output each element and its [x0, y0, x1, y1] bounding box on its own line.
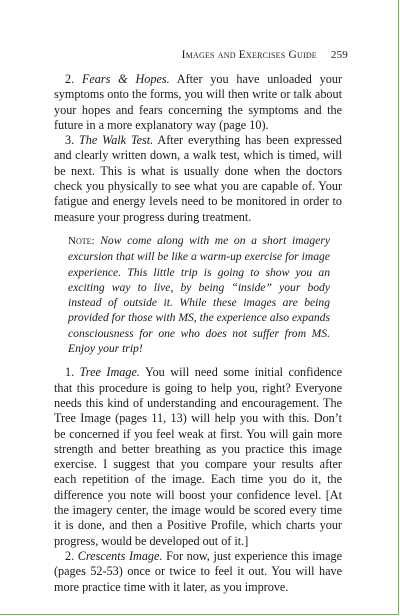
note-text: Now come along with me on a short imagery excursion that will be like a warm-up exercise for image experience. This little trip is going to show you an exciting way to live, by being “inside” your body instead of outside it. While these images are being provided for those with MS, the experience also expands consciousness for one who does not suffer from MS. Enjoy your trip! — [68, 233, 330, 356]
item-title: The Walk Test. — [79, 133, 154, 148]
image-title: Crescents Image. — [77, 548, 163, 563]
page-body — [54, 72, 342, 595]
note-block — [68, 233, 330, 356]
page-number: 259 — [330, 49, 348, 61]
item-text: After everything has been expressed and clearly written down, a walk test, which is timed, will be next. This is what is usually done when the doctors check you physically to see what you are capable of. Your fatigue and energy levels need to be monitored in order to measure your progress during treatment. — [54, 133, 343, 224]
item-number: 3. — [65, 133, 75, 148]
image-text: For now, just experience this image (pages 52-53) once or twice to feel it out. You will have more practice time with it later, as you improve. — [54, 548, 343, 594]
paragraph-crescents-image — [54, 549, 342, 595]
item-text: After you have unloaded your symptoms onto the forms, you will then write or talk about your hopes and fears concerning the symptoms and the future in a more explanatory way (page 10). — [54, 72, 343, 132]
paragraph-tree-image — [54, 365, 342, 549]
image-number: 1. — [65, 365, 75, 380]
image-text: You will need some initial confidence that this procedure is going to help you, right? Everyone needs this kind of understanding and encouragement. The Tree Image (pages 11, 13) will help you with this. Don’t be concerned if you feel weak at first. You will gain more strength and better breathing as you practice this image exercise. I suggest that you compare your results after each repetition of the image. Each time you do it, the difference you note will boost your confidence level. [At the imagery center, the image would be scored every time it is done, and then a Positive Profile, which charts your progress, would be developed out of it.] — [54, 365, 342, 548]
image-title: Tree Image. — [79, 365, 140, 380]
paragraph-fears-hopes — [54, 72, 342, 133]
running-header — [60, 49, 348, 61]
paragraph-walk-test — [54, 133, 342, 225]
running-title: Images and Exercises Guide — [181, 49, 317, 61]
image-number: 2. — [65, 548, 75, 563]
item-title: Fears & Hopes. — [81, 72, 170, 86]
note-label: Note: — [68, 234, 95, 247]
item-number: 2. — [65, 72, 75, 86]
